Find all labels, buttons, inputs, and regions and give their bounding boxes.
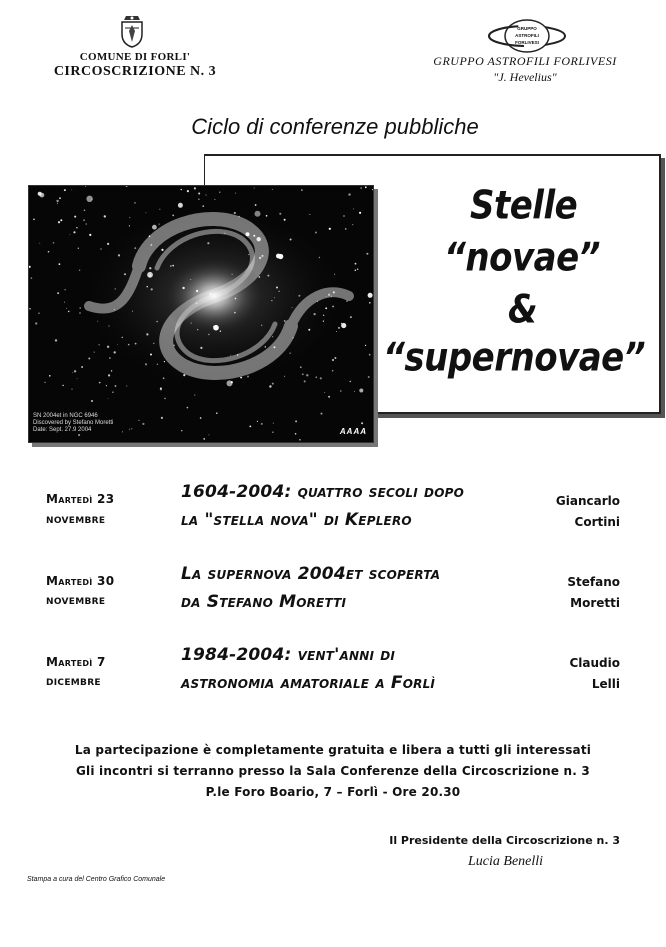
saturn-logo-icon [487,18,567,54]
star [334,357,336,359]
star [59,197,61,199]
star [150,354,152,356]
info-address-time: P.le Foro Boario, 7 – Forlì - Ore 20.30 [205,785,461,799]
star [213,325,219,331]
star [265,346,266,347]
star [257,421,258,422]
gruppo-name: GRUPPO ASTROFILI FORLIVESI [433,54,617,68]
star [249,426,251,428]
president-signature: Lucia Benelli [468,854,544,869]
star [33,219,35,221]
print-note: Stampa a cura del Centro Grafico Comunale [27,876,166,883]
star [122,337,123,338]
star [208,334,209,335]
star [106,385,107,386]
star [56,200,58,202]
star [128,344,130,346]
star [315,232,317,234]
star [170,265,172,267]
star [272,336,273,337]
star [232,274,233,275]
star [112,392,113,393]
info-participation: La partecipazione è completamente gratuita e libera a tutti gli interessati [74,743,592,757]
star [315,376,317,378]
star [334,274,335,275]
star [29,308,31,310]
star [97,321,98,322]
star [114,351,116,353]
star [306,374,308,376]
star [159,209,160,210]
star [326,296,327,297]
star [197,329,198,330]
star [328,396,330,398]
star [324,392,325,393]
star [224,233,225,234]
star [219,192,220,193]
star [340,390,342,392]
star [181,430,182,431]
star [73,231,75,233]
star [196,290,198,292]
star [145,212,146,213]
star [257,237,261,241]
star [295,433,297,435]
star [160,388,162,390]
star [109,326,110,327]
star [164,398,165,399]
star [299,439,301,441]
star [292,307,293,308]
star [346,300,348,302]
star [99,344,100,345]
star [320,377,322,379]
star [161,249,163,251]
star [321,413,323,415]
star [77,378,78,379]
star [255,204,257,206]
star [118,254,120,256]
star [91,400,93,402]
star [359,389,363,393]
star [134,202,135,203]
star [173,345,175,347]
star [91,199,92,200]
star [157,364,158,365]
star [66,308,67,309]
star [325,307,327,309]
star [323,315,324,316]
star [68,311,70,313]
star [187,190,189,192]
star [194,395,195,396]
star [272,432,273,433]
star [149,267,151,269]
star [72,372,73,373]
star [129,225,130,226]
star [220,331,221,332]
lecture-2-month: NOVEMBRE [46,597,106,607]
star [272,189,273,190]
star [273,423,274,424]
star [329,228,331,230]
logo-text-line3: FORLIVESI [515,40,539,45]
star [284,320,286,322]
star [69,234,70,235]
photo-caption [33,413,113,434]
star [246,232,250,236]
star [79,312,80,313]
star [64,302,65,303]
star [86,223,87,224]
star [99,382,101,384]
star [190,279,191,280]
photo-caption-line3: Date: Sept. 27.9 2004 [33,427,92,433]
star [122,431,123,432]
star [57,292,59,294]
star [71,190,72,191]
star [48,251,50,253]
star [276,254,281,259]
star [151,288,153,290]
star [172,265,174,267]
lecture-1-speaker-first: Giancarlo [555,494,620,508]
star [53,242,55,244]
star [135,343,137,345]
star [235,193,236,194]
lecture-3-speaker-first: Claudio [569,656,620,670]
star [271,300,272,301]
star [279,213,281,215]
star [359,212,361,214]
star [146,333,148,335]
star [269,385,271,387]
star [365,345,366,346]
star [341,323,342,324]
star [238,216,240,218]
star [187,407,189,409]
star [298,295,300,297]
star [290,353,291,354]
star [178,203,183,208]
lecture-3-month: DICEMBRE [46,678,101,688]
star [350,316,352,318]
main-title-line2: “novae” [444,235,601,281]
star [74,370,76,372]
star [301,189,302,190]
star [361,422,363,424]
lecture-1-title-line1: 1604-2004: quattro secoli dopo [181,482,464,502]
star [274,297,275,298]
star [152,225,157,230]
star [88,358,90,360]
lecture-2-speaker-last: Moretti [570,596,620,610]
star [308,329,310,331]
coat-of-arms-icon [118,14,146,48]
star [317,301,318,302]
lecture-1-day: Martedì 23 [46,492,115,506]
star [172,215,174,217]
star [111,370,112,371]
star [357,268,359,270]
star [309,214,310,215]
star [86,196,92,202]
star [114,309,115,310]
star [156,321,158,323]
star [44,382,45,383]
star [60,219,62,221]
star [290,239,292,241]
photo-credit-logo: AAAA [339,427,367,436]
star [145,363,147,365]
star [142,423,144,425]
star [198,193,200,195]
star [210,293,212,295]
star [109,357,111,359]
star [366,253,368,255]
star [38,312,40,314]
star [104,215,106,217]
star [259,276,261,278]
star [132,311,133,312]
circoscrizione-label: CIRCOSCRIZIONE N. 3 [53,64,217,79]
star [314,313,316,315]
star [129,429,130,430]
star [338,327,340,329]
star [129,217,130,218]
star [332,306,334,308]
hevelius-subtitle: "J. Hevelius" [493,70,557,84]
star [336,331,337,332]
star [284,376,285,377]
star [319,257,320,258]
star [369,302,371,304]
photo-caption-line1: SN 2004et in NGC 6946 [33,413,98,419]
main-title-line4: “supernovae” [383,335,646,381]
star [115,288,116,289]
star [89,234,91,236]
lecture-3-day: Martedì 7 [46,655,106,669]
star [126,386,127,387]
star [31,277,33,279]
star [81,366,83,368]
lecture-3-title-line1: 1984-2004: vent'anni di [181,645,396,665]
star [253,235,255,237]
star [248,254,249,255]
star [161,417,163,419]
star [259,257,261,259]
star [284,219,286,221]
star [261,325,262,326]
star [94,352,95,353]
star [255,211,261,217]
star [191,323,192,324]
photo-caption-line2: Discovered by Stefano Moretti [33,420,114,426]
lecture-3-title-line2: astronomia amatoriale a Forlì [181,673,436,693]
star [278,291,279,292]
star [209,434,210,435]
star [182,287,184,289]
lecture-1-month: NOVEMBRE [46,516,106,526]
star [83,219,85,221]
star [64,189,66,191]
star [202,205,204,207]
star [348,193,350,195]
star [332,359,334,361]
lecture-1-title-line2: la "stella nova" di Keplero [181,510,412,530]
star [196,303,198,305]
star [159,224,160,225]
star [267,275,269,277]
star [261,423,263,425]
star [273,346,275,348]
star [107,243,109,245]
star [134,247,136,249]
star [216,412,218,414]
star [292,337,293,338]
star [40,193,45,198]
star [203,438,205,440]
star [302,373,304,375]
star [153,343,154,344]
lecture-2-title-line2: da Stefano Moretti [181,592,347,612]
star [108,374,110,376]
star [107,346,109,348]
star [350,381,352,383]
star [39,243,40,244]
star [150,244,152,246]
star [58,221,60,223]
star [108,398,109,399]
star [276,287,278,289]
star [230,355,231,356]
star [163,377,165,379]
star [198,199,200,201]
star [117,344,118,345]
star [200,417,202,419]
star [368,376,370,378]
president-label: Il Presidente della Circoscrizione n. 3 [389,834,620,847]
star [207,242,209,244]
star [84,210,85,211]
star [124,273,126,275]
star [343,215,345,217]
star [78,434,80,436]
star [183,374,185,376]
series-title: Ciclo di conferenze pubbliche [191,114,479,139]
star [149,235,151,237]
star [295,420,297,422]
star [247,376,249,378]
star [352,224,353,225]
star [353,208,354,209]
star [354,391,355,392]
star [331,296,332,297]
lecture-1-speaker-last: Cortini [574,515,620,529]
star [360,187,362,189]
star [147,272,153,278]
star [328,294,330,296]
logo-text-line2: ASTROFILI [515,33,539,38]
main-title-line3: & [508,287,538,333]
star [304,380,306,382]
star [368,293,373,298]
star [62,385,63,386]
star [200,347,202,349]
star [266,215,268,217]
star [214,199,215,200]
star [35,322,37,324]
star [369,354,371,356]
star [333,291,335,293]
star [262,255,264,257]
main-title-line1: Stelle [470,183,578,229]
star [59,263,61,265]
star [181,189,182,190]
lecture-3-speaker-last: Lelli [591,677,620,691]
star [234,212,236,214]
star [49,375,51,377]
star [131,428,132,429]
star [254,188,255,189]
star [237,354,238,355]
star [234,312,236,314]
star [355,263,357,265]
lecture-2-speaker-first: Stefano [567,575,620,589]
star [78,248,79,249]
logo-text-line1: GRUPPO [517,26,537,31]
galaxy-photo [28,185,374,443]
lecture-2-title-line1: La supernova 2004et scoperta [181,564,441,584]
star [345,228,347,230]
star [235,298,237,300]
star [147,286,148,287]
star [164,361,165,362]
star [100,248,101,249]
star [240,377,242,379]
star [76,227,77,228]
star [206,195,207,196]
lecture-2-day: Martedì 30 [46,574,115,588]
star [138,420,139,421]
star [323,321,324,322]
comune-name: COMUNE DI FORLI' [79,51,191,63]
star [79,270,80,271]
star [365,186,367,188]
star [355,270,357,272]
star [74,216,76,218]
star [231,381,233,383]
star [115,385,117,387]
star [300,366,302,368]
star [64,289,65,290]
star [79,307,81,309]
star [332,370,333,371]
info-venue: Gli incontri si terranno presso la Sala Conferenze della Circoscrizione n. 3 [76,764,590,778]
star [272,383,274,385]
star [55,339,57,341]
star [194,187,196,189]
star [57,203,58,204]
star [71,389,72,390]
